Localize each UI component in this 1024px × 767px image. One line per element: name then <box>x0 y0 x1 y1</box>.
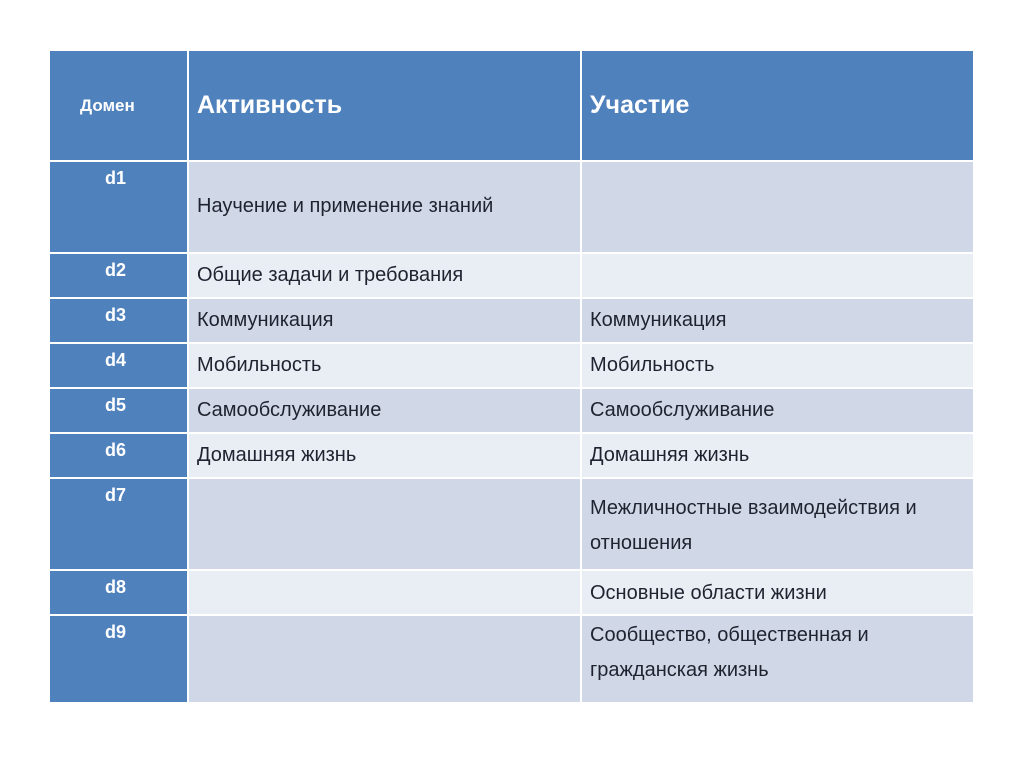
participation-cell: Самообслуживание <box>582 389 973 432</box>
table-row <box>50 571 973 614</box>
participation-cell: Домашняя жизнь <box>582 434 973 477</box>
domain-code-cell: d2 <box>50 254 187 297</box>
domain-code-cell: d6 <box>50 434 187 477</box>
participation-cell: Основные области жизни <box>582 571 973 614</box>
domain-code-cell: d4 <box>50 344 187 387</box>
domain-code-cell: d7 <box>50 479 187 569</box>
table-row <box>50 254 973 297</box>
table-row <box>50 479 973 569</box>
header-activity: Активность <box>189 51 580 160</box>
participation-cell: Сообщество, общественная и гражданская жизнь <box>582 616 973 702</box>
table-header-row <box>50 51 973 160</box>
domain-code-cell: d9 <box>50 616 187 702</box>
participation-cell <box>582 254 973 297</box>
domain-code-cell: d8 <box>50 571 187 614</box>
activity-cell: Мобильность <box>189 344 580 387</box>
activity-cell: Самообслуживание <box>189 389 580 432</box>
table-row <box>50 389 973 432</box>
activity-cell: Общие задачи и требования <box>189 254 580 297</box>
table-row <box>50 434 973 477</box>
activity-cell: Научение и применение знаний <box>189 162 580 252</box>
domain-code-cell: d1 <box>50 162 187 252</box>
participation-cell: Межличностные взаимодействия и отношения <box>582 479 973 569</box>
table-row <box>50 344 973 387</box>
activity-cell <box>189 571 580 614</box>
activity-cell: Домашняя жизнь <box>189 434 580 477</box>
domain-code-cell: d3 <box>50 299 187 342</box>
domain-code-cell: d5 <box>50 389 187 432</box>
activity-cell <box>189 616 580 702</box>
header-participation: Участие <box>582 51 973 160</box>
table-row <box>50 299 973 342</box>
icf-domains-table <box>50 51 973 704</box>
participation-cell <box>582 162 973 252</box>
table-row <box>50 162 973 252</box>
activity-cell <box>189 479 580 569</box>
participation-cell: Коммуникация <box>582 299 973 342</box>
header-domain: Домен <box>50 51 187 160</box>
activity-cell: Коммуникация <box>189 299 580 342</box>
participation-cell: Мобильность <box>582 344 973 387</box>
table-row <box>50 616 973 702</box>
